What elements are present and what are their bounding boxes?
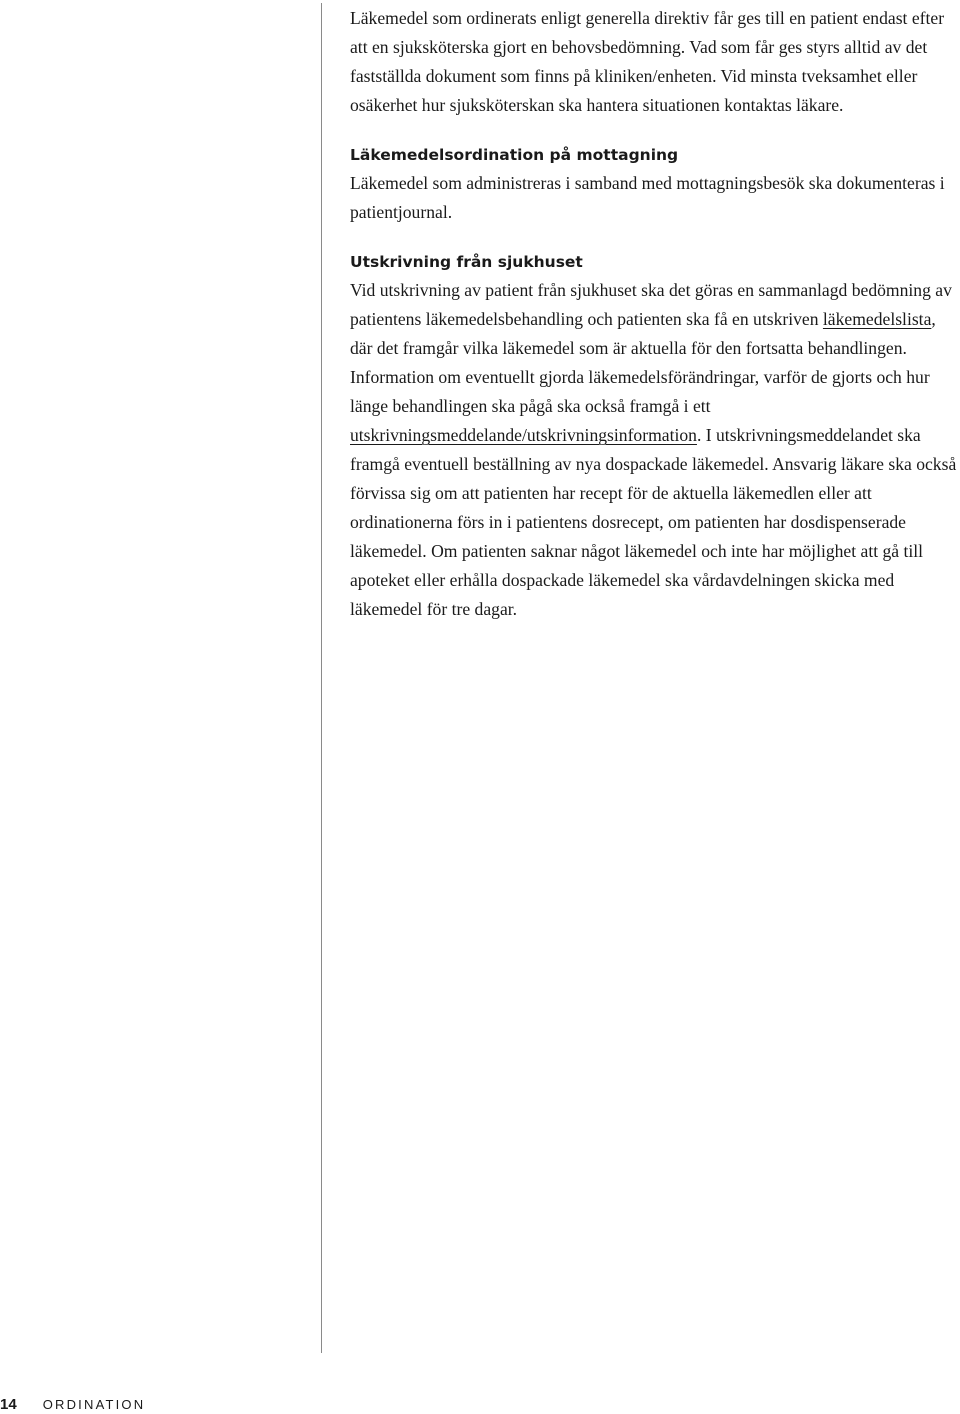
section-heading-utskrivning: Utskrivning från sjukhuset bbox=[350, 253, 583, 271]
page-body bbox=[350, 4, 958, 624]
text-segment: . I utskrivningsmeddelandet ska framgå eventuell beställning av nya dospackade läkemedel. Ansvarig läkare ska också förvissa sig om att patienten har recept för de aktuella läkemedlen eller att ordinationerna förs in i patientens dosrecept, om patienten har dosdispenserade läkemedel. Om patienten saknar något läkemedel och inte har möjlighet att gå till apoteket eller erhålla dospackade läkemedel ska vårdavdelningen skicka med läkemedel för tre dagar. bbox=[350, 425, 957, 619]
section-mottagning bbox=[350, 145, 958, 227]
section-text-utskrivning bbox=[350, 276, 958, 624]
intro-paragraph: Läkemedel som ordinerats enligt generella direktiv får ges till en patient endast efter att en sjuksköterska gjort en behovsbedömning. Vad som får ges styrs alltid av det fastställda dokument som finns på kliniken/enheten. Vid minsta tveksamhet eller osäkerhet hur sjuksköterskan ska hantera situationen kontaktas läkare. bbox=[350, 8, 945, 115]
section-heading-mottagning: Läkemedelsordination på mottagning bbox=[350, 146, 679, 164]
text-segment: , där det framgår vilka läkemedel som är aktuella för den fortsatta behandlingen. Information om eventuellt gjorda läkemedelsförändringar, varför de gjorts och hur länge behandlingen ska pågå ska också framgå i ett bbox=[350, 309, 936, 416]
text-segment: Vid utskrivning av patient från sjukhuset ska det göras en sammanlagd bedömning av patientens läkemedelsbehandling och patienten ska få en utskriven bbox=[350, 280, 952, 329]
link-lakemedelslista[interactable]: läkemedelslista bbox=[822, 309, 932, 329]
link-utskrivningsmeddelande[interactable]: utskrivningsmeddelande/utskrivningsinformation bbox=[350, 425, 697, 445]
page-footer bbox=[0, 1396, 145, 1414]
page-number: 14 bbox=[0, 1396, 17, 1413]
running-head: ORDINATION bbox=[42, 1397, 146, 1412]
margin-rule bbox=[321, 3, 322, 1353]
section-utskrivning bbox=[350, 252, 958, 624]
section-text-mottagning: Läkemedel som administreras i samband med mottagningsbesök ska dokumenteras i patientjournal. bbox=[350, 173, 945, 222]
